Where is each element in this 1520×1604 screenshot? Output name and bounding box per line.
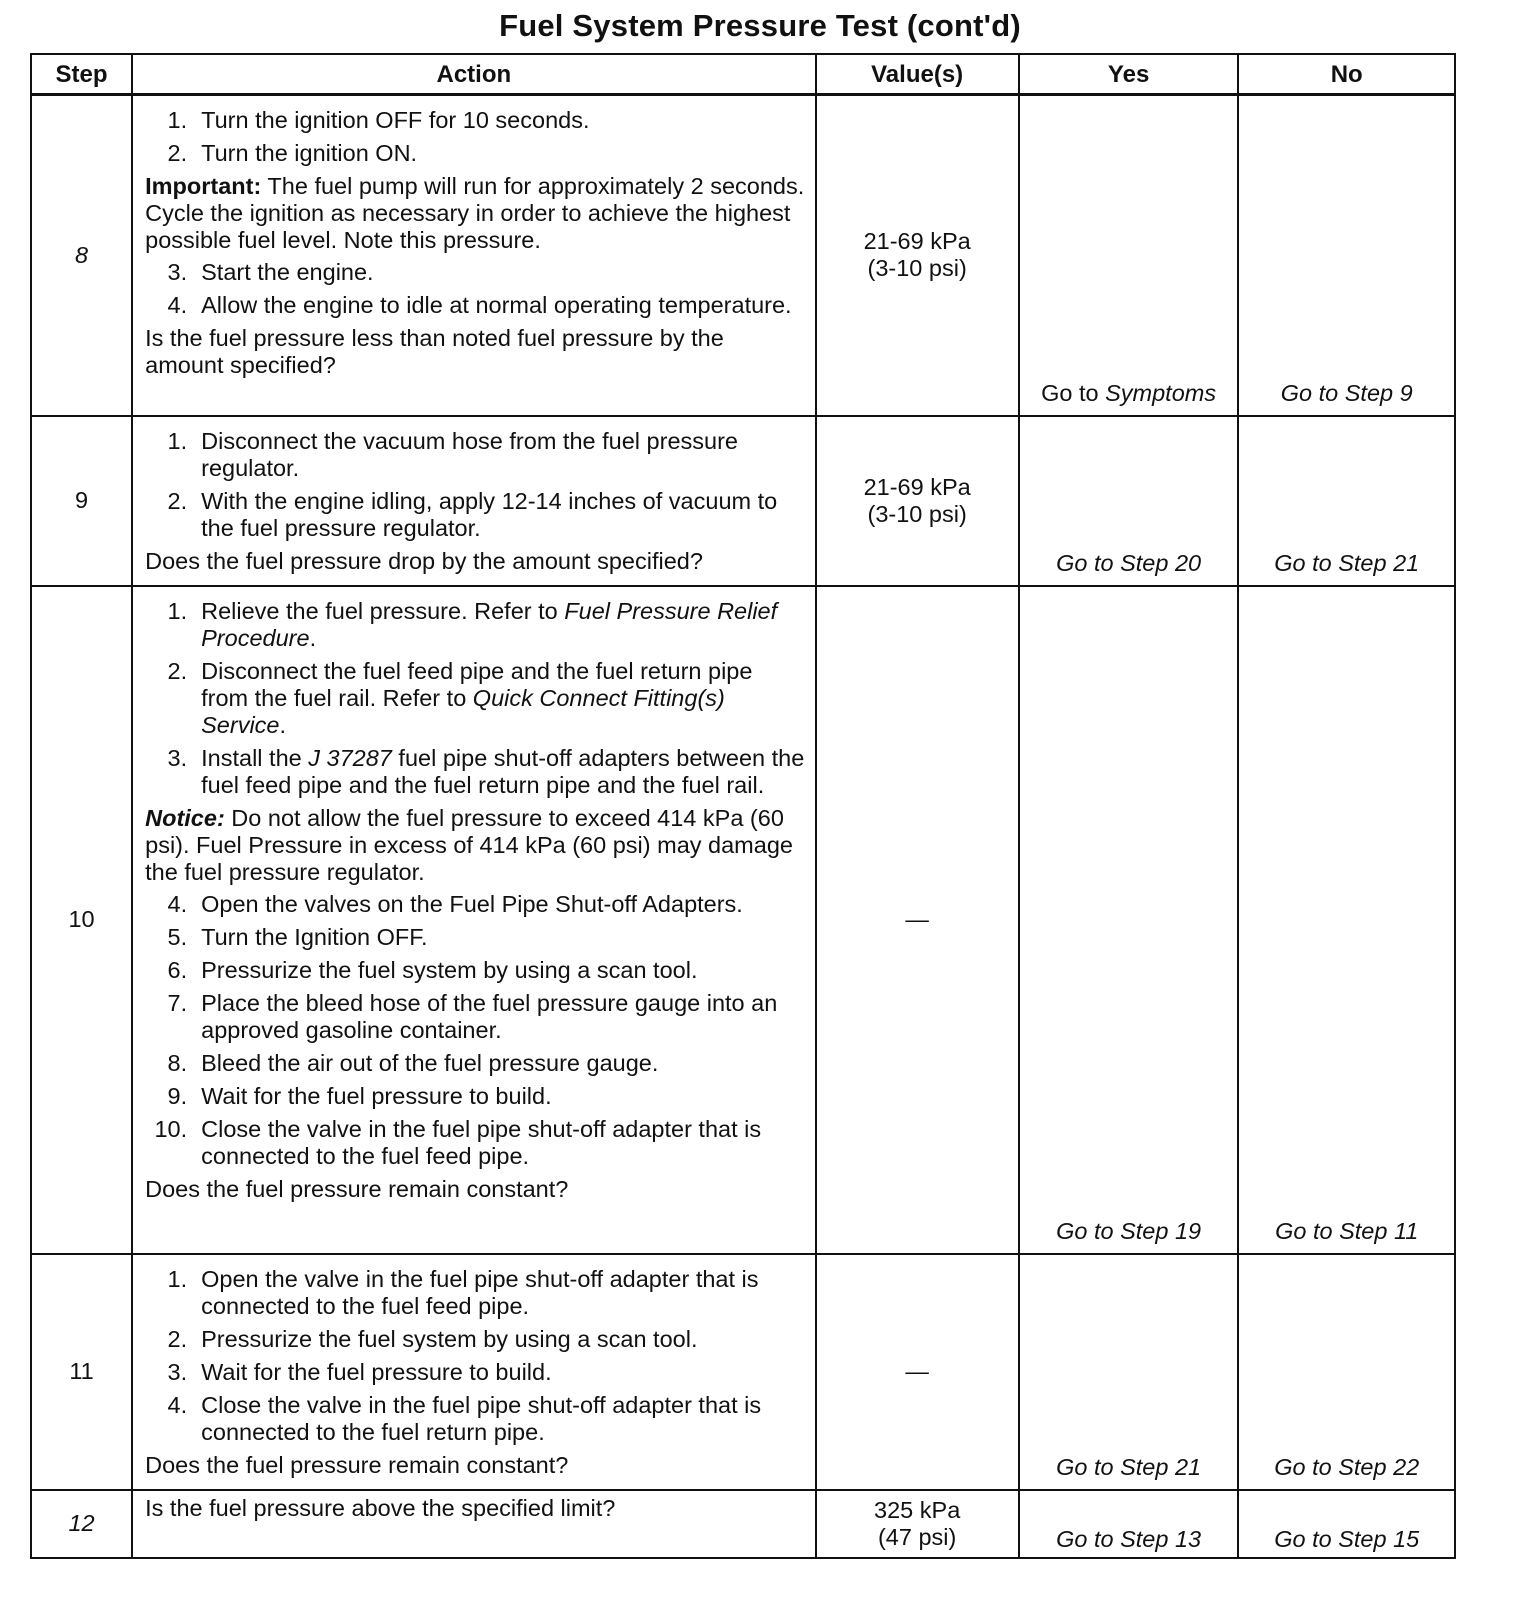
- procedure-link[interactable]: Quick Connect Fitting(s) Service: [201, 684, 725, 738]
- list-item: 5. Turn the Ignition OFF.: [167, 923, 428, 950]
- header-no: No: [1238, 54, 1455, 95]
- value-psi: (3-10 psi): [867, 255, 967, 282]
- table-header-row: [31, 54, 1455, 95]
- question: Does the fuel pressure drop by the amount specified?: [145, 547, 703, 574]
- value-psi: (47 psi): [877, 1523, 957, 1550]
- no-cell[interactable]: Go to Step 15: [1238, 1490, 1455, 1558]
- step-number: 10: [31, 586, 132, 1254]
- action-steps: [145, 598, 804, 799]
- list-item: 1. Turn the ignition OFF for 10 seconds.: [167, 107, 590, 133]
- list-item: 2. With the engine idling, apply 12-14 inches of vacuum to the fuel pressure regulator.: [167, 487, 778, 541]
- symptoms-link[interactable]: Symptoms: [1105, 379, 1217, 406]
- table-row-step-9: [31, 416, 1455, 586]
- no-cell[interactable]: Go to Step 9: [1238, 95, 1455, 416]
- yes-cell: Go to Symptoms: [1019, 95, 1239, 416]
- value-cell: [816, 416, 1019, 586]
- yes-cell[interactable]: Go to Step 20: [1019, 416, 1239, 586]
- list-item: 8. Bleed the air out of the fuel pressure gauge.: [167, 1049, 659, 1076]
- list-item: 4. Close the valve in the fuel pipe shut-off adapter that is connected to the fuel return pipe.: [167, 1391, 762, 1445]
- action-cell: [132, 416, 815, 586]
- action-cell: [132, 586, 815, 1254]
- no-cell[interactable]: Go to Step 22: [1238, 1254, 1455, 1490]
- table-row-step-10: [31, 586, 1455, 1254]
- list-item: 6. Pressurize the fuel system by using a scan tool.: [167, 956, 698, 983]
- list-item: 2. Disconnect the fuel feed pipe and the fuel return pipe from the fuel rail. Refer to Quick Connect Fitting(s) Service.: [167, 657, 753, 738]
- list-item: 9. Wait for the fuel pressure to build.: [167, 1082, 552, 1109]
- document-title: Fuel System Pressure Test (cont'd): [499, 8, 1021, 43]
- step-number: 12: [31, 1490, 132, 1558]
- list-item: 1. Open the valve in the fuel pipe shut-off adapter that is connected to the fuel feed pipe.: [167, 1265, 759, 1319]
- procedure-link[interactable]: Fuel Pressure Relief Procedure: [201, 597, 778, 651]
- list-item: 1. Disconnect the vacuum hose from the fuel pressure regulator.: [167, 427, 738, 481]
- table-row-step-8: [31, 95, 1455, 416]
- action-steps: [145, 259, 804, 319]
- fuel-pressure-test-table: [30, 53, 1456, 1559]
- table-row-step-12: [31, 1490, 1455, 1558]
- action-steps: [145, 1266, 804, 1446]
- list-item: 3. Start the engine.: [167, 259, 374, 285]
- notice-note: Notice: Do not allow the fuel pressure to exceed 414 kPa (60 psi). Fuel Pressure in excess of 414 kPa (60 psi) may damage the fuel pressure regulator.: [145, 804, 793, 885]
- value-cell: [816, 95, 1019, 416]
- yes-cell[interactable]: Go to Step 13: [1019, 1490, 1239, 1558]
- value-kpa: 325 kPa: [874, 1496, 961, 1523]
- yes-cell[interactable]: Go to Step 21: [1019, 1254, 1239, 1490]
- action-cell: [132, 95, 815, 416]
- yes-cell[interactable]: Go to Step 19: [1019, 586, 1239, 1254]
- value-kpa: 21-69 kPa: [863, 473, 971, 500]
- header-step: Step: [31, 54, 132, 95]
- value-cell: —: [816, 586, 1019, 1254]
- no-cell[interactable]: Go to Step 11: [1238, 586, 1455, 1254]
- value-psi: (3-10 psi): [867, 500, 967, 527]
- question: Does the fuel pressure remain constant?: [145, 1451, 569, 1478]
- action-cell: [132, 1254, 815, 1490]
- list-item: 4. Open the valves on the Fuel Pipe Shut-off Adapters.: [167, 890, 743, 917]
- question: Is the fuel pressure less than noted fuel pressure by the amount specified?: [145, 325, 724, 378]
- header-values: Value(s): [816, 54, 1019, 95]
- question: Is the fuel pressure above the specified limit?: [145, 1494, 616, 1521]
- step-number: 11: [31, 1254, 132, 1490]
- list-item: 4. Allow the engine to idle at normal operating temperature.: [167, 292, 792, 318]
- header-action: Action: [132, 54, 815, 95]
- value-kpa: 21-69 kPa: [863, 228, 971, 255]
- action-steps: [145, 107, 804, 167]
- action-cell: [132, 1490, 815, 1558]
- step-number: 9: [31, 416, 132, 586]
- action-steps: [145, 428, 804, 542]
- list-item: 3. Install the J 37287 fuel pipe shut-off adapters between the fuel feed pipe and the fuel return pipe and the fuel rail.: [167, 744, 805, 798]
- list-item: 7. Place the bleed hose of the fuel pressure gauge into an approved gasoline container.: [167, 989, 778, 1043]
- no-cell[interactable]: Go to Step 21: [1238, 416, 1455, 586]
- step-number: 8: [31, 95, 132, 416]
- list-item: 10. Close the valve in the fuel pipe shut-off adapter that is connected to the fuel feed pipe.: [154, 1115, 762, 1169]
- value-cell: —: [816, 1254, 1019, 1490]
- table-row-step-11: [31, 1254, 1455, 1490]
- list-item: 2. Pressurize the fuel system by using a scan tool.: [167, 1325, 698, 1352]
- value-cell: [816, 1490, 1019, 1558]
- header-yes: Yes: [1019, 54, 1239, 95]
- question: Does the fuel pressure remain constant?: [145, 1175, 569, 1202]
- important-note: Important: The fuel pump will run for approximately 2 seconds. Cycle the ignition as necessary in order to achieve the highest possible fuel level. Note this pressure.: [145, 173, 805, 253]
- list-item: 2. Turn the ignition ON.: [167, 140, 418, 166]
- list-item: 1. Relieve the fuel pressure. Refer to Fuel Pressure Relief Procedure.: [167, 597, 778, 651]
- action-steps: [145, 891, 804, 1170]
- list-item: 3. Wait for the fuel pressure to build.: [167, 1358, 552, 1385]
- tool-number: J 37287: [308, 744, 392, 771]
